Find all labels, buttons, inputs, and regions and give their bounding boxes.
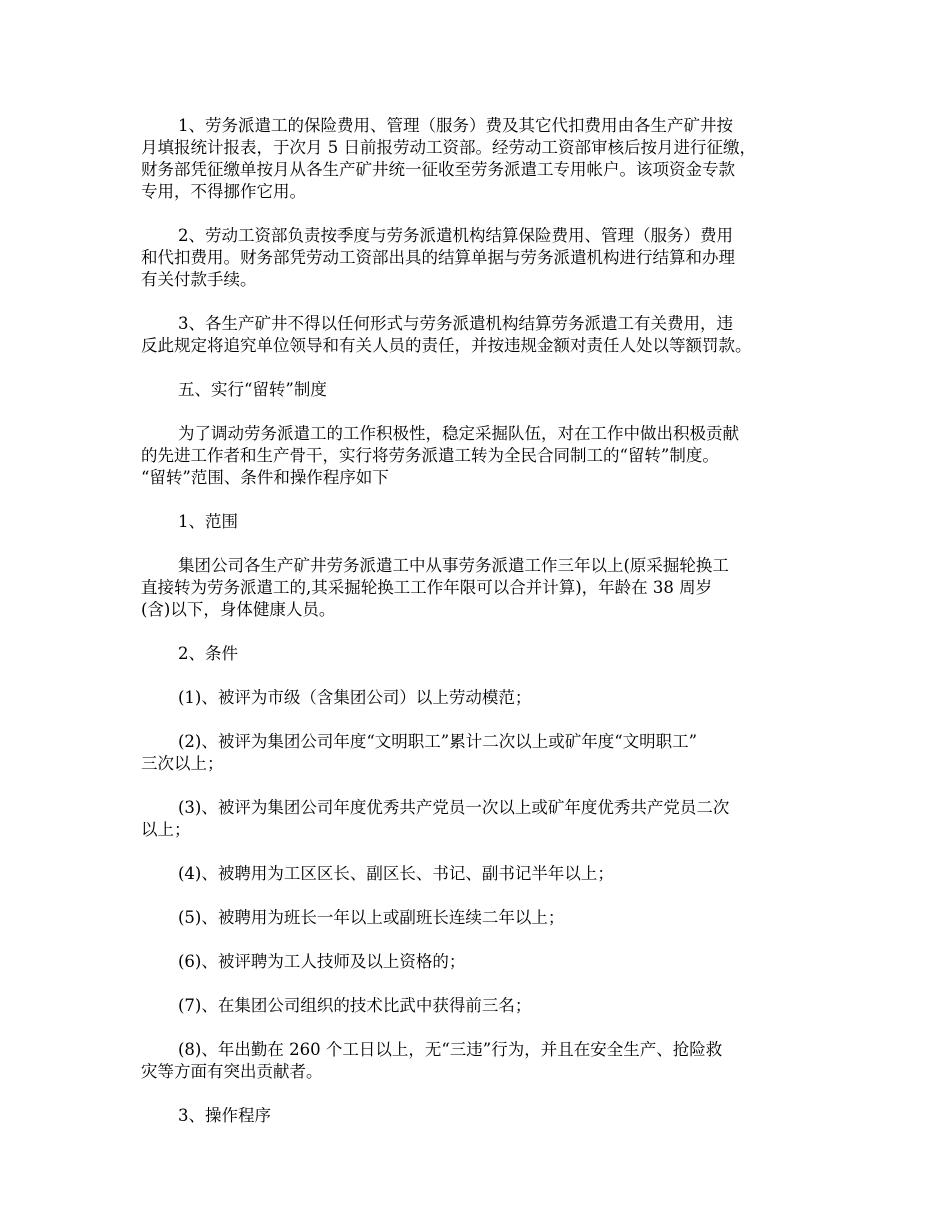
paragraph-line: 灾等方面有突出贡献者。: [141, 1062, 323, 1081]
paragraph-line: (含)以下，身体健康人员。: [141, 600, 336, 619]
paragraph-line: 集团公司各生产矿井劳务派遣工中从事劳务派遣工作三年以上(原采掘轮换工: [178, 556, 729, 575]
paragraph-line: (8)、年出勤在 260 个工日以上，无“三违”行为，并且在安全生产、抢险救: [178, 1040, 723, 1059]
paragraph: [141, 731, 821, 775]
paragraph-line: 三次以上；: [141, 754, 224, 773]
paragraph-line: 月填报统计报表，于次月 5 日前报劳动工资部。经劳动工资部审核后按月进行征缴，: [141, 138, 756, 157]
paragraph: [141, 379, 821, 401]
paragraph: [141, 797, 821, 841]
paragraph-line: 和代扣费用。财务部凭劳动工资部出具的结算单据与劳务派遣机构进行结算和办理: [141, 248, 735, 267]
paragraph-line: (5)、被聘用为班长一年以上或副班长连续二年以上；: [178, 908, 565, 927]
paragraph-line: (3)、被评为集团公司年度优秀共产党员一次以上或矿年度优秀共产党员二次: [178, 798, 730, 817]
paragraph-line: 2、劳动工资部负责按季度与劳务派遣机构结算保险费用、管理（服务）费用: [178, 226, 733, 245]
paragraph-line: “留转”范围、条件和操作程序如下: [141, 468, 389, 487]
paragraph: [141, 555, 821, 621]
paragraph: [141, 313, 821, 357]
paragraph-line: (1)、被评为市级（含集团公司）以上劳动模范；: [178, 688, 532, 707]
paragraph: [141, 863, 821, 885]
paragraph: [141, 225, 821, 291]
paragraph: [141, 1039, 821, 1083]
paragraph: [141, 1105, 821, 1127]
paragraph-line: 财务部凭征缴单按月从各生产矿井统一征收至劳务派遣工专用帐户。该项资金专款: [141, 160, 735, 179]
paragraph-line: 为了调动劳务派遣工的工作积极性，稳定采掘队伍，对在工作中做出积极贡献: [178, 424, 739, 443]
paragraph-line: 1、范围: [178, 512, 238, 531]
paragraph-line: 3、操作程序: [178, 1106, 271, 1125]
paragraph-line: 直接转为劳务派遣工的,其采掘轮换工工作年限可以合并计算)，年龄在 38 周岁: [141, 578, 713, 597]
paragraph-line: 的先进工作者和生产骨干，实行将劳务派遣工转为全民合同制工的“留转”制度。: [141, 446, 719, 465]
paragraph-line: 专用，不得挪作它用。: [141, 182, 306, 201]
paragraph-line: (4)、被聘用为工区区长、副区长、书记、副书记半年以上；: [178, 864, 614, 883]
paragraph-line: (7)、在集团公司组织的技术比武中获得前三名；: [178, 996, 532, 1015]
paragraph-line: 五、实行“留转”制度: [178, 380, 327, 399]
paragraph: [141, 951, 821, 973]
paragraph-line: 有关付款手续。: [141, 270, 257, 289]
paragraph-line: 以上；: [141, 820, 191, 839]
paragraph-line: 3、各生产矿井不得以任何形式与劳务派遣机构结算劳务派遣工有关费用，违: [178, 314, 733, 333]
paragraph: [141, 643, 821, 665]
paragraph: [141, 687, 821, 709]
paragraph-line: 2、条件: [178, 644, 238, 663]
document-page: [141, 115, 821, 1149]
paragraph: [141, 907, 821, 929]
paragraph: [141, 423, 821, 489]
paragraph-line: 1、劳务派遣工的保险费用、管理（服务）费及其它代扣费用由各生产矿井按: [178, 116, 733, 135]
paragraph: [141, 115, 821, 203]
paragraph-line: (6)、被评聘为工人技师及以上资格的；: [178, 952, 466, 971]
paragraph: [141, 995, 821, 1017]
paragraph: [141, 511, 821, 533]
paragraph-line: (2)、被评为集团公司年度“文明职工”累计二次以上或矿年度“文明职工”: [178, 732, 698, 751]
paragraph-line: 反此规定将追究单位领导和有关人员的责任，并按违规金额对责任人处以等额罚款。: [141, 336, 752, 355]
